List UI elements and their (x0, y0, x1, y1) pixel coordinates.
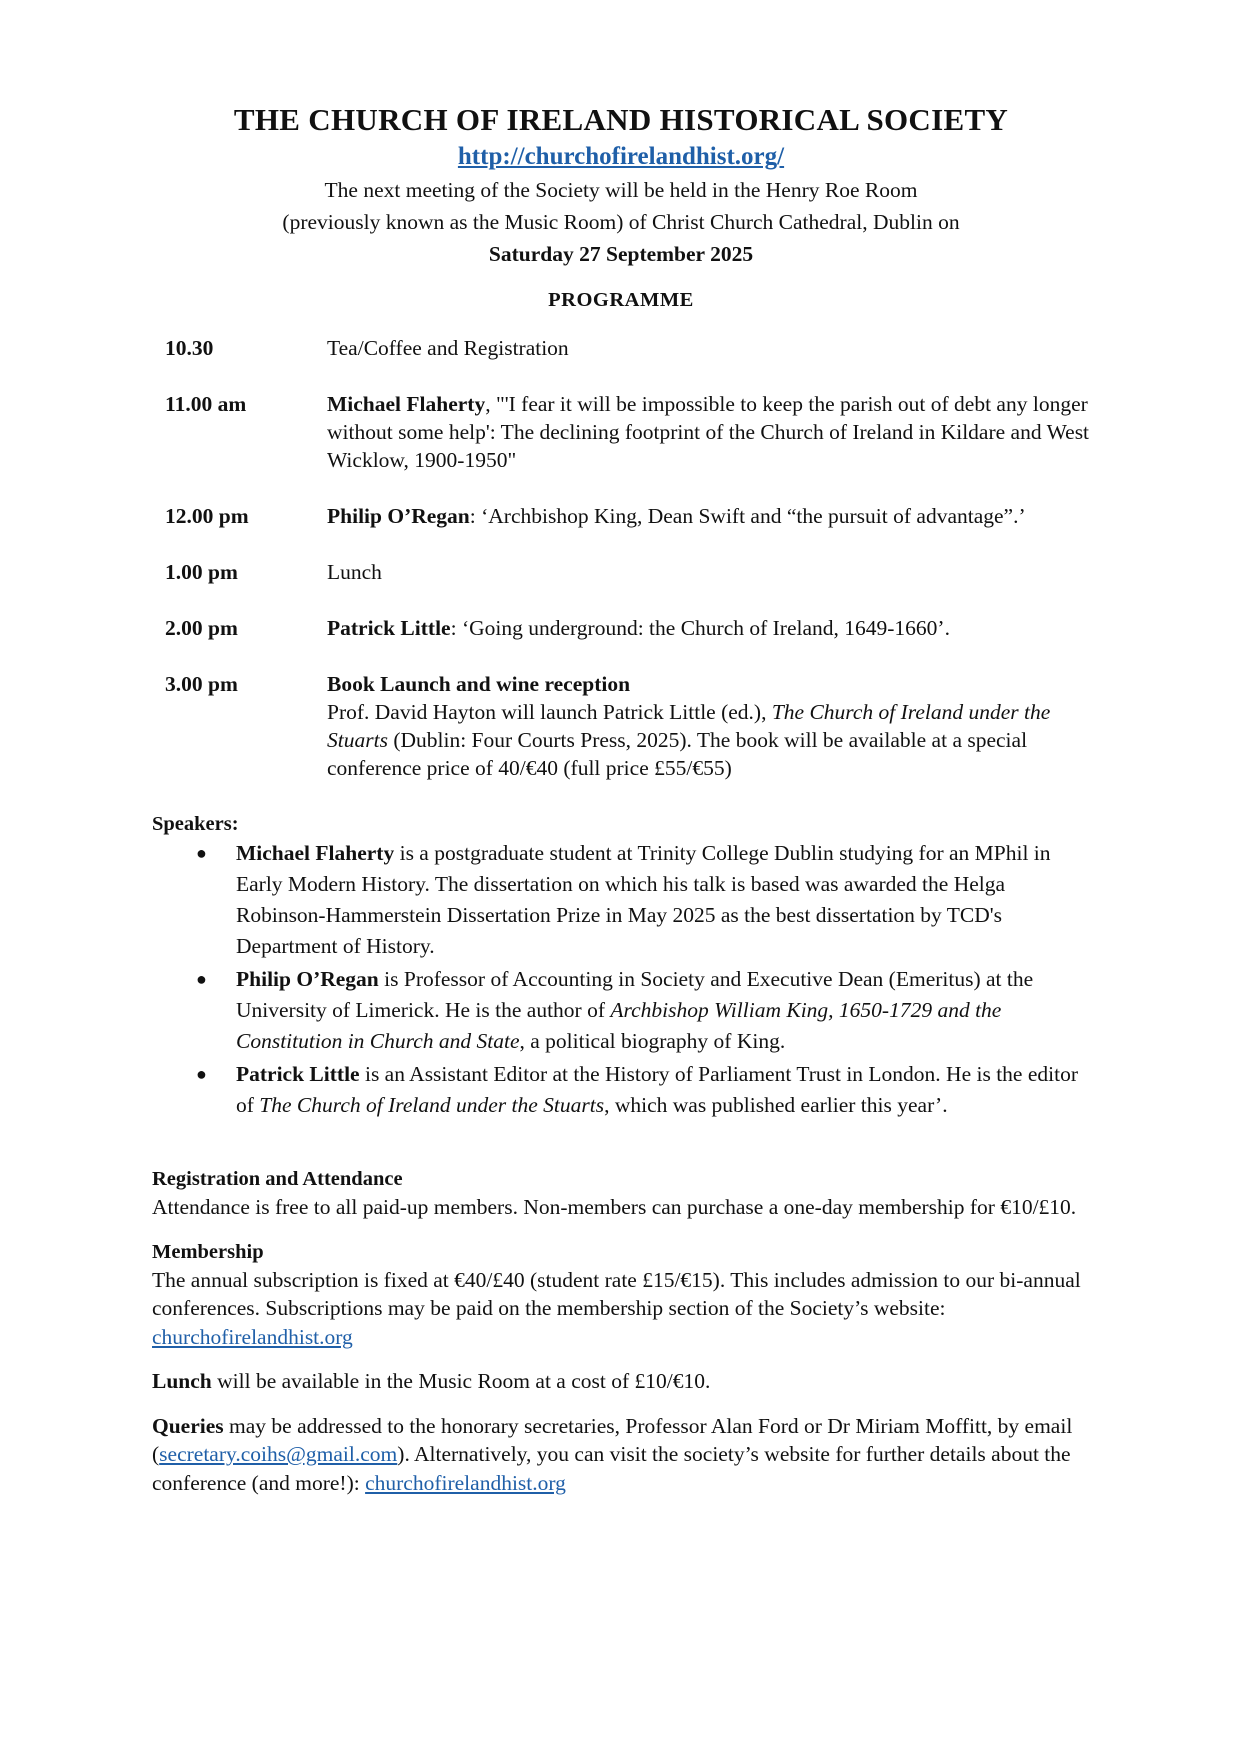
speaker-bio: is an Assistant Editor at the History of Parliament Trust in London. He is the editor of (236, 1062, 1078, 1117)
schedule-row (152, 502, 1090, 530)
schedule-row (152, 334, 1090, 362)
lunch-text (152, 1367, 1090, 1396)
queries-section (152, 1412, 1090, 1498)
header (152, 100, 1090, 316)
speaker-bio: is Professor of Accounting in Society and Executive Dean (Emeritus) at the University of Limerick. He is the author of (236, 967, 1034, 1022)
queries-label: Queries (152, 1413, 224, 1438)
launch-book-title: The Church of Ireland under the Stuarts (327, 700, 1051, 752)
schedule-text: : ‘Archbishop King, Dean Swift and “the pursuit of advantage”.’ (469, 504, 1026, 528)
list-item (196, 1059, 1090, 1121)
list-item (196, 838, 1090, 962)
bullet-icon: ● (196, 1064, 207, 1084)
lunch-body: will be available in the Music Room at a cost of £10/€10. (211, 1369, 711, 1393)
schedule-time: 1.00 pm (165, 560, 238, 584)
queries-body-a: may be addressed to the honorary secretaries, Professor Alan Ford or Dr Miriam Moffitt, by email ( (152, 1413, 1073, 1466)
society-website-link[interactable]: http://churchofirelandhist.org/ (457, 143, 785, 170)
society-title: THE CHURCH OF IRELAND HISTORICAL SOCIETY (233, 102, 1009, 137)
registration-section (152, 1165, 1090, 1222)
schedule-text: Lunch (327, 560, 382, 584)
schedule-description (327, 614, 1090, 642)
schedule-description (327, 502, 1090, 530)
membership-text (152, 1266, 1090, 1352)
schedule-speaker: Patrick Little (327, 616, 451, 640)
queries-text (152, 1412, 1090, 1498)
schedule-row (152, 558, 1090, 586)
membership-website-link[interactable]: churchofirelandhist.org (152, 1324, 353, 1349)
schedule-speaker: Philip O’Regan (327, 504, 470, 528)
schedule-text: : ‘Going underground: the Church of Ireland, 1649-1660’. (450, 616, 950, 640)
speaker-bio-end: , which was published earlier this year’. (604, 1093, 948, 1117)
secretary-email-link[interactable]: secretary.coihs@gmail.com (159, 1442, 398, 1466)
speaker-name: Patrick Little (236, 1062, 360, 1086)
schedule-description (327, 670, 1090, 782)
meeting-date: Saturday 27 September 2025 (488, 242, 754, 266)
schedule-description (327, 334, 1090, 362)
schedule-time: 10.30 (165, 336, 214, 360)
meeting-intro-line-1: The next meeting of the Society will be held in the Henry Roe Room (324, 178, 918, 202)
schedule-row-launch (152, 670, 1090, 782)
lunch-label: Lunch (152, 1369, 212, 1393)
launch-text-b: (Dublin: Four Courts Press, 2025). The book will be available at a special conference price of 40/€40 (full price £55/€55) (327, 728, 1028, 780)
speaker-book-title: The Church of Ireland under the Stuarts (259, 1093, 605, 1117)
registration-heading: Registration and Attendance (152, 1168, 403, 1190)
schedule-text: Tea/Coffee and Registration (327, 336, 569, 360)
schedule-row (152, 614, 1090, 642)
speaker-book-title: Archbishop William King, 1650-1729 and the Constitution in Church and State (236, 998, 1002, 1053)
speaker-bio: is a postgraduate student at Trinity College Dublin studying for an MPhil in Early Modern History. The dissertation on which his talk is based was awarded the Helga Robinson-Hammerstein Dissertation Prize in May 2025 as the best dissertation by TCD's Department of History. (236, 841, 1051, 958)
meeting-intro-line-2: (previously known as the Music Room) of Christ Church Cathedral, Dublin on (282, 210, 960, 234)
membership-section (152, 1238, 1090, 1352)
schedule-row (152, 390, 1090, 474)
speaker-bio-end: , a political biography of King. (519, 1029, 786, 1053)
queries-website-link[interactable]: churchofirelandhist.org (365, 1470, 566, 1495)
schedule-description (327, 558, 1090, 586)
speakers-section (152, 810, 1090, 1121)
programme-heading: PROGRAMME (548, 289, 694, 311)
bullet-icon: ● (196, 969, 207, 989)
launch-text-a: Prof. David Hayton will launch Patrick Little (ed.), (327, 700, 772, 724)
registration-text: Attendance is free to all paid-up members. Non-members can purchase a one-day membership for €10/£10. (152, 1195, 1077, 1219)
schedule-time: 12.00 pm (165, 504, 249, 528)
schedule-time: 11.00 am (165, 392, 247, 416)
schedule-description (327, 390, 1090, 474)
launch-heading: Book Launch and wine reception (327, 672, 631, 696)
schedule-text: , "'I fear it will be impossible to keep the parish out of debt any longer without some help': The declining footprint of the Church of Ireland in Kildare and West Wicklow, 1900-1950" (327, 392, 1090, 472)
programme-schedule (152, 334, 1090, 782)
membership-heading: Membership (152, 1240, 264, 1263)
queries-body-b: ). Alternatively, you can visit the society’s website for further details about the conference (and more!): (152, 1442, 1071, 1495)
speakers-heading: Speakers: (152, 813, 239, 835)
lunch-section (152, 1367, 1090, 1396)
speaker-name: Philip O’Regan (236, 967, 379, 991)
bullet-icon: ● (196, 843, 207, 863)
schedule-speaker: Michael Flaherty (327, 392, 486, 416)
schedule-time: 2.00 pm (165, 616, 238, 640)
speaker-name: Michael Flaherty (236, 841, 395, 865)
membership-body: The annual subscription is fixed at €40/£40 (student rate £15/€15). This includes admission to our bi-annual conferences. Subscriptions may be paid on the membership section of the Society’s website: (152, 1267, 1081, 1320)
list-item (196, 964, 1090, 1057)
schedule-time: 3.00 pm (165, 672, 238, 696)
speakers-list (152, 838, 1090, 1121)
